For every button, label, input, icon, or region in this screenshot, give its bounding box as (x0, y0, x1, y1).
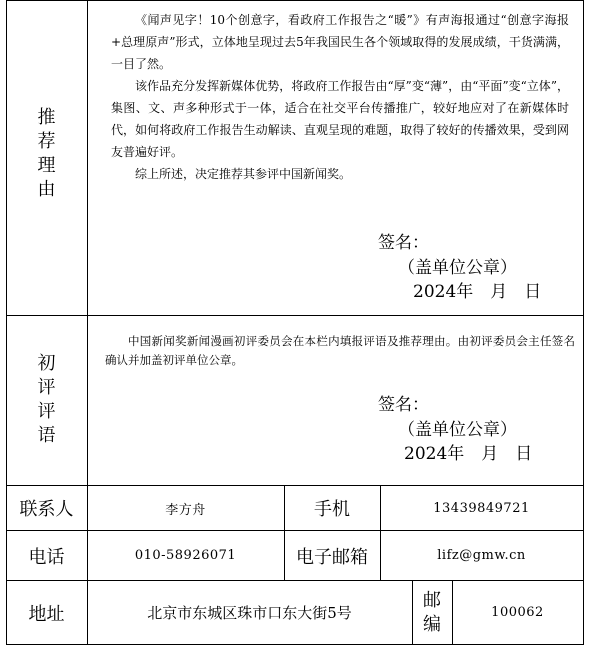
review-signature: 签名： (378, 395, 429, 415)
postcode-label: 邮 编 (423, 589, 441, 635)
recommendation-date: 2024年 月 日 (413, 282, 542, 302)
recommendation-text: 《闻声见字！10个创意字，看政府工作报告之“暖”》有声海报通过“创意字海报+总理原声”形式，立体地呈现过去5年我国民生各个领域取得的发展成绩，干货满满，一目了然。 该作品充分发挥新媒体优势，将政府工作报告由“厚”变“薄”，由“平面”变“立体”，集图、文、声多种形式于一体，适合在社交平台传播推广，较好地应对了在新媒体时代，如何将政府工作报告生动解读、直观呈现的难题，取得了较好的传播效果，受到网友普遍好评。 综上所述，决定推荐其参评中国新闻奖。 (111, 13, 569, 181)
contact-person-label: 联系人 (19, 499, 74, 520)
row-divider (6, 315, 584, 316)
table-border-top (6, 0, 584, 1)
review-date: 2024年 月 日 (404, 444, 533, 464)
review-text: 中国新闻奖新闻漫画初评委员会在本栏内填报评语及推荐理由。由初评委员会主任签名确认并加盖初评单位公章。 (105, 334, 575, 367)
review-seal: （盖单位公章） (398, 420, 517, 440)
table-border-right (583, 0, 584, 645)
mobile-value: 13439849721 (433, 500, 530, 516)
contact-person-value: 李方舟 (165, 502, 206, 518)
application-form-table (6, 0, 584, 645)
address-value: 北京市东城区珠市口东大街5号 (147, 604, 352, 622)
telephone-value: 010-58926071 (134, 548, 237, 563)
recommendation-signature: 签名： (378, 233, 429, 253)
mobile-label: 手机 (314, 499, 350, 520)
email-label: 电子邮箱 (296, 546, 368, 568)
address-label: 地址 (28, 603, 65, 625)
label-column-divider (87, 0, 88, 486)
recommendation-label: 推 荐 理 由 (37, 107, 56, 200)
recommendation-seal: （盖单位公章） (398, 258, 517, 278)
telephone-label: 电话 (28, 546, 65, 568)
email-value: lifz@gmw.cn (437, 548, 526, 563)
postcode-value: 100062 (491, 605, 544, 620)
review-label: 初 评 评 语 (37, 353, 56, 446)
